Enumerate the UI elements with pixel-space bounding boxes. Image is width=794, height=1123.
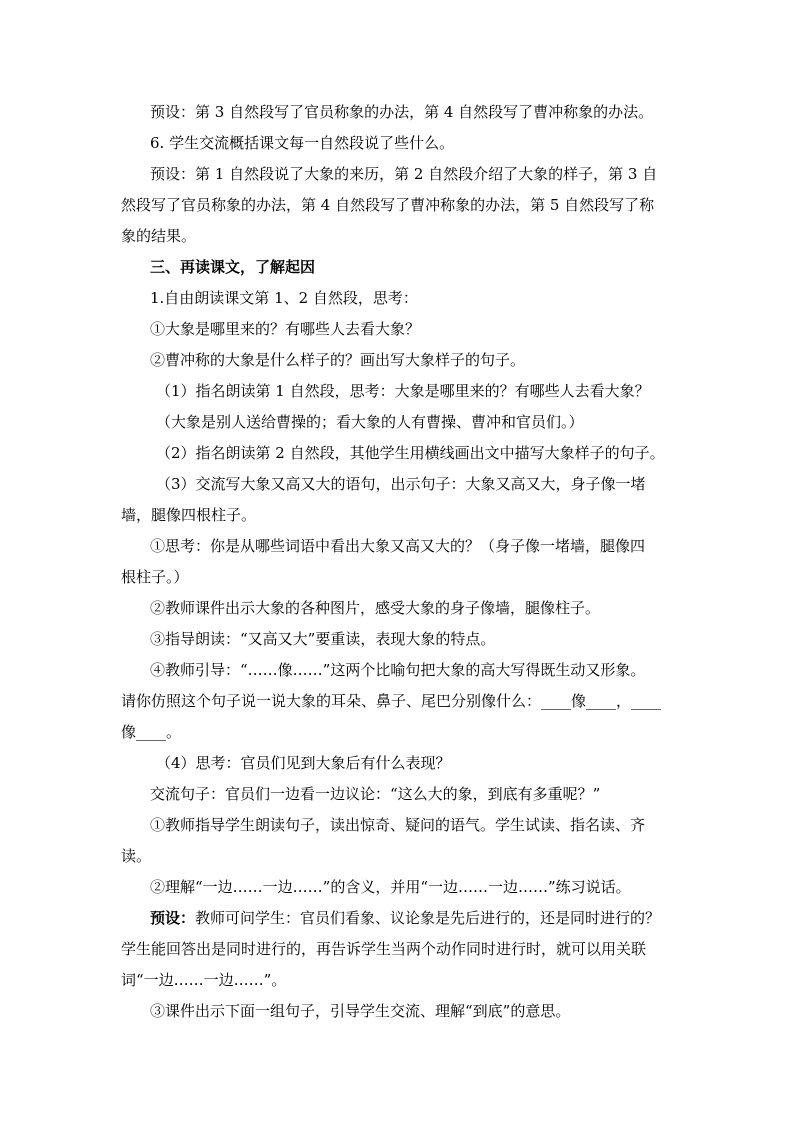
paragraph-line: ②理解“一边……一边……”的含义，并用“一边……一边……”练习说话。 [150,878,631,896]
paragraph-line: ①教师指导学生朗读句子，读出惊奇、疑问的语气。学生试读、指名读、齐 [150,816,646,834]
paragraph-line: 像____。 [121,723,182,741]
section-heading: 三、再读课文，了解起因 [150,258,316,276]
paragraph-line: ①大象是哪里来的？有哪些人去看大象？ [150,320,421,338]
paragraph-line: 根柱子。） [121,568,189,586]
paragraph-line: 象的结果。 [121,227,197,245]
paragraph-line: 预设：第 1 自然段说了大象的来历，第 2 自然段介绍了大象的样子，第 3 自 [150,165,658,183]
paragraph-line: 交流句子：官员们一边看一边议论：“这么大的象，到底有多重呢？” [150,785,601,803]
paragraph-line: （4）思考：官员们见到大象后有什么表现？ [156,754,451,772]
paragraph-line: ③指导朗读：“又高又大”要重读，表现大象的特点。 [150,630,496,648]
paragraph-line: 词“一边……一边……”。 [121,971,287,989]
paragraph-line: 6. 学生交流概括课文每一自然段说了些什么。 [150,134,455,152]
paragraph-line: （2）指名朗读第 2 自然段，其他学生用横线画出文中描写大象样子的句子。 [156,444,665,462]
paragraph-line [150,908,680,928]
paragraph-line: ①思考：你是从哪些词语中看出大象又高又大的？（身子像一堵墙，腿像四 [150,537,646,555]
paragraph-line: 墙，腿像四根柱子。 [121,506,257,524]
paragraph-line: 学生能回答出是同时进行的，再告诉学生当两个动作同时进行时，就可以用关联 [121,940,647,958]
paragraph-line: 1.自由朗读课文第 1、2 自然段，思考： [150,289,418,307]
preset-text: 教师可问学生：官员们看象、议论象是先后进行的，还是同时进行的？ [195,909,661,927]
paragraph-line: ④教师引导：“……像……”这两个比喻句把大象的高大写得既生动又形象。 [150,661,646,679]
paragraph-line: （3）交流写大象又高又大的语句，出示句子：大象又高又大，身子像一堵 [156,475,646,493]
paragraph-line: 预设：第 3 自然段写了官员称象的办法，第 4 自然段写了曹冲称象的办法。 [150,103,654,121]
paragraph-line: ②曹冲称的大象是什么样子的？画出写大象样子的句子。 [150,351,526,369]
paragraph-line: 读。 [121,847,152,865]
paragraph-line: ③课件出示下面一组句子，引导学生交流、理解“到底”的意思。 [150,1002,571,1020]
paragraph-line: 请你仿照这个句子说一说大象的耳朵、鼻子、尾巴分别像什么：____像____，____ [121,692,662,710]
preset-label: 预设： [150,909,196,927]
paragraph-line: （大象是别人送给曹操的；看大象的人有曹操、曹冲和官员们。） [156,413,584,431]
paragraph-line: （1）指名朗读第 1 自然段，思考：大象是哪里来的？有哪些人去看大象？ [156,382,650,400]
paragraph-line: ②教师课件出示大象的各种图片，感受大象的身子像墙，腿像柱子。 [150,599,601,617]
paragraph-line: 然段写了官员称象的办法，第 4 自然段写了曹冲称象的办法，第 5 自然段写了称 [121,196,655,214]
